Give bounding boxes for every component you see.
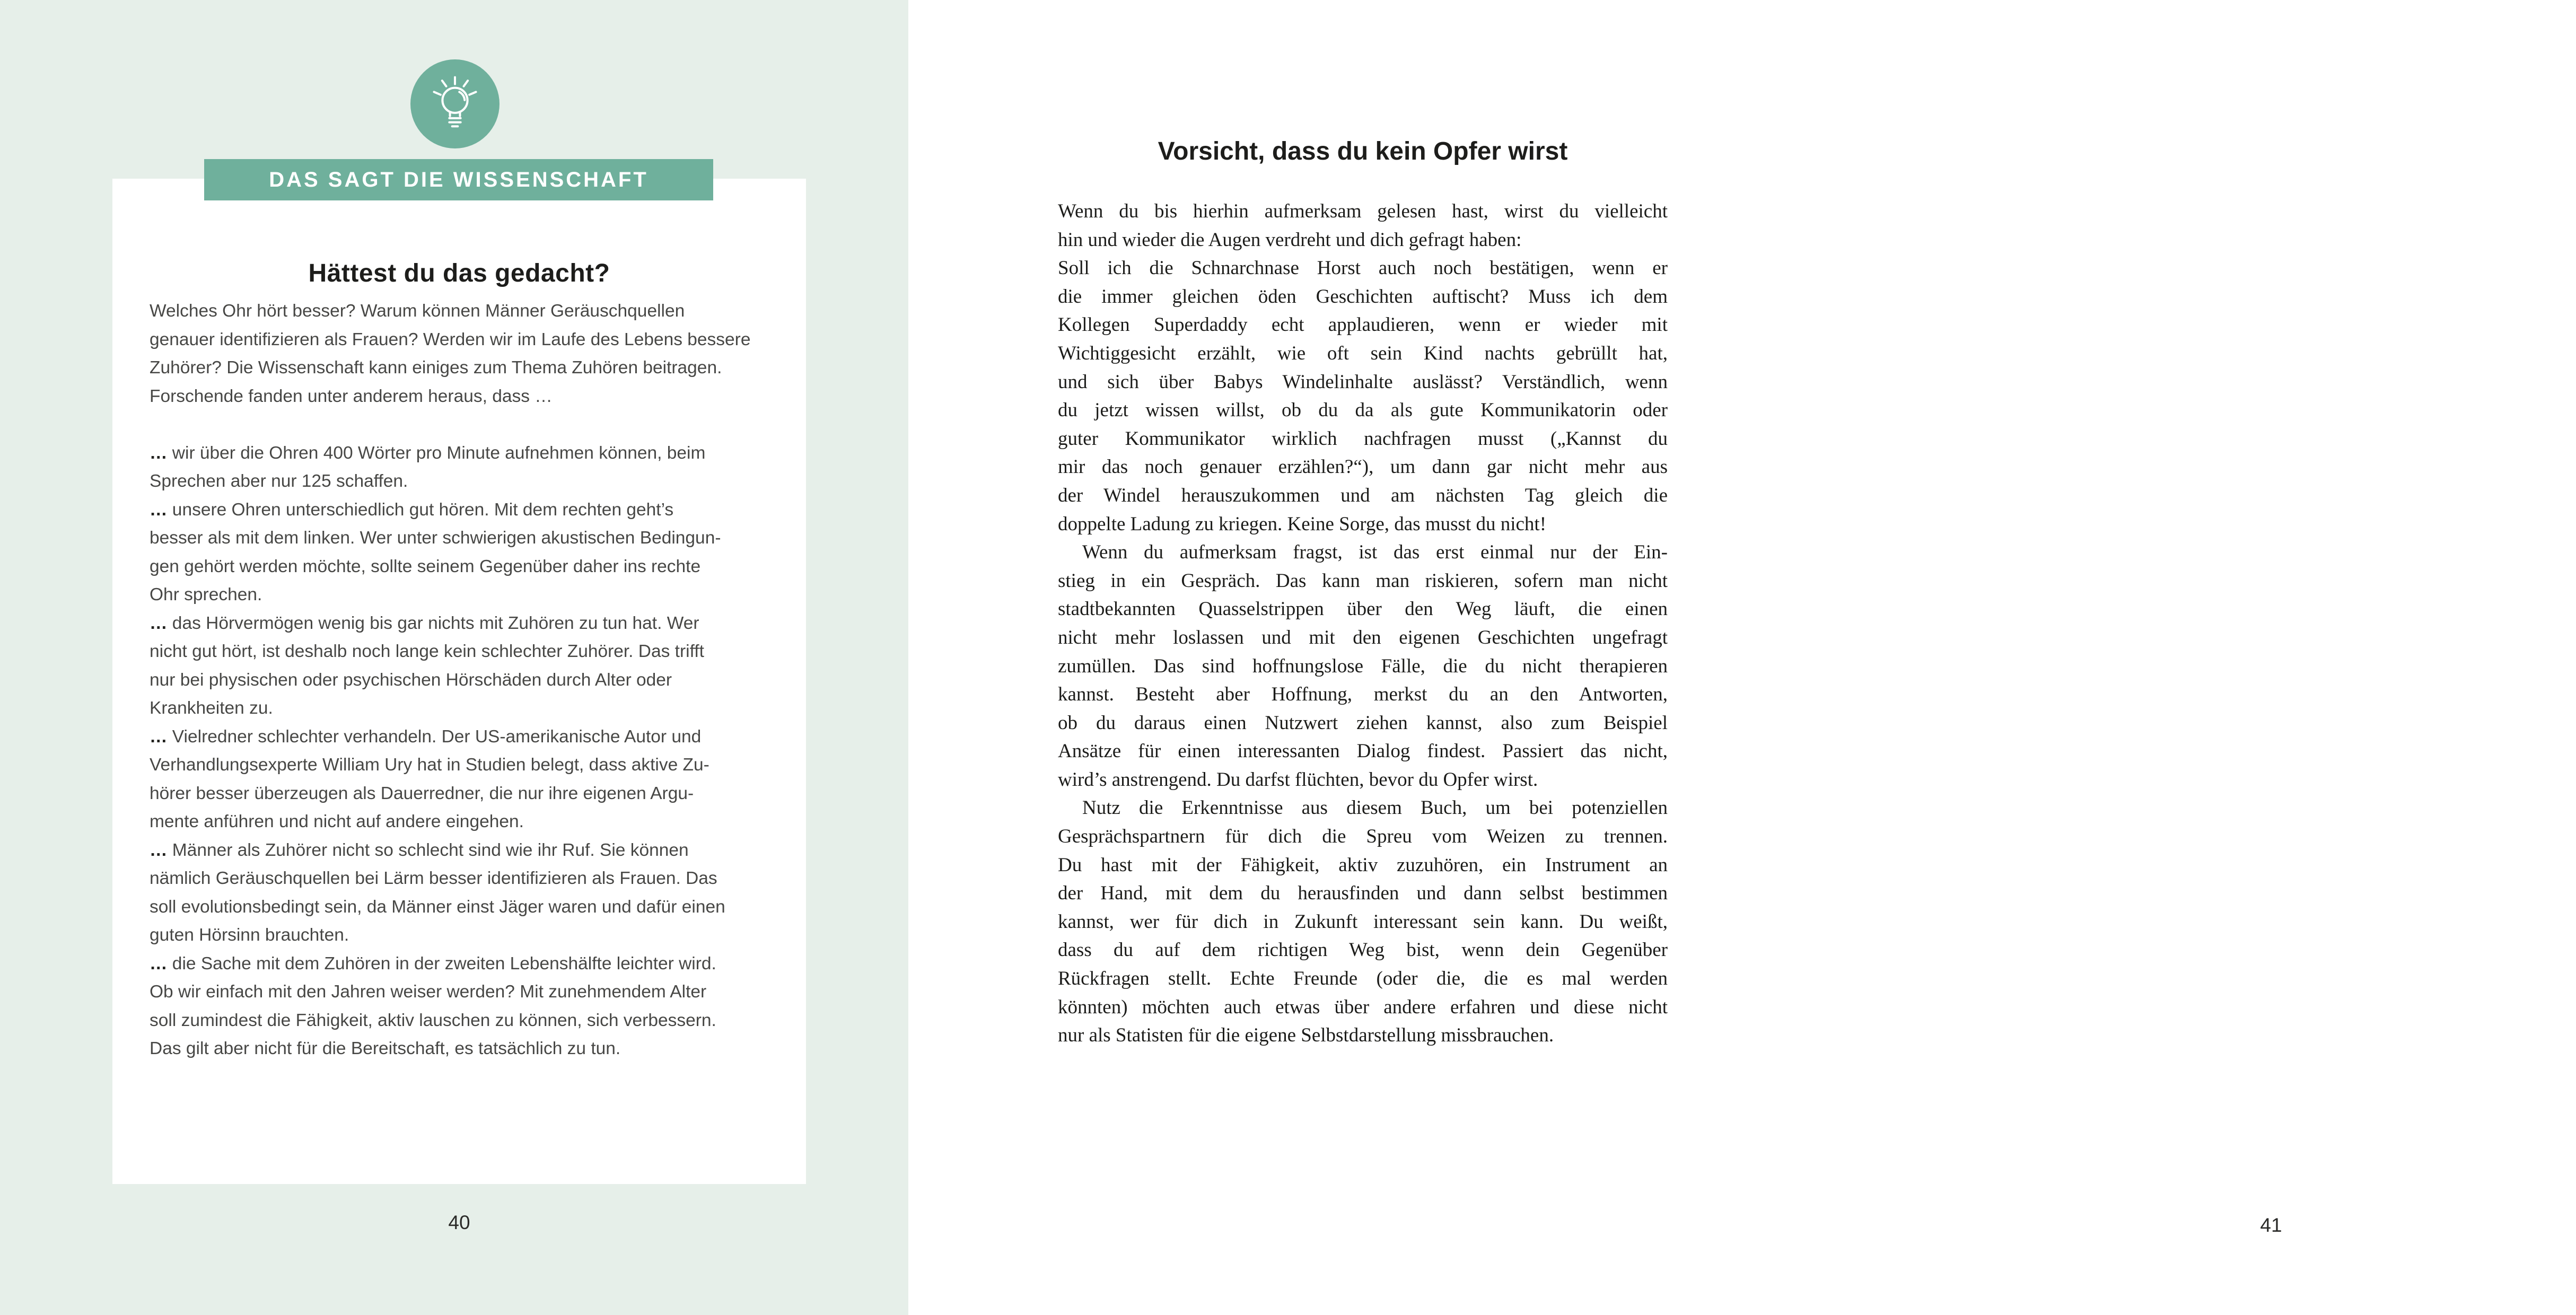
paragraph xyxy=(1058,197,1668,538)
left-page-heading: Hättest du das gedacht? xyxy=(308,259,610,287)
text-line: hörer besser überzeugen als Dauerredner, die nur ihre eigenen Argu- xyxy=(150,783,694,803)
text-line: … unsere Ohren unterschiedlich gut hören. Mit dem rechten geht’s xyxy=(150,499,674,520)
paragraph xyxy=(150,439,766,496)
text-line: soll zumindest die Fähigkeit, aktiv lauschen zu können, sich verbessern. xyxy=(150,1010,716,1030)
text-line: Das gilt aber nicht für die Bereitschaft, es tatsächlich zu tun. xyxy=(150,1039,621,1058)
text-line: Ansätze für einen interessanten Dialog findest. Passiert das nicht, xyxy=(1058,740,1668,762)
paragraph xyxy=(150,950,766,1063)
text-line: doppelte Ladung zu kriegen. Keine Sorge, das musst du nicht! xyxy=(1058,513,1547,535)
text-line: nur als Statisten für die eigene Selbstdarstellung missbrauchen. xyxy=(1058,1024,1554,1047)
text-line: nicht mehr loslassen und mit den eigenen Geschichten ungefragt xyxy=(1058,626,1668,648)
text-line: Nutz die Erkenntnisse aus diesem Buch, um bei potenziellen xyxy=(1082,797,1668,819)
text-line: der Hand, mit dem du herausfinden und dann selbst bestimmen xyxy=(1058,882,1668,905)
text-line: guter Kommunikator wirklich nachfragen musst („Kannst du xyxy=(1058,427,1668,450)
bullet-ellipsis: … xyxy=(150,726,168,747)
text-line: Forschende fanden unter anderem heraus, dass … xyxy=(150,386,553,406)
paragraph xyxy=(150,609,766,723)
paragraph xyxy=(1058,538,1668,794)
paragraph xyxy=(150,836,766,950)
paragraph xyxy=(150,496,766,609)
text-line: Ohr sprechen. xyxy=(150,585,262,604)
text-line: ob du daraus einen Nutzwert ziehen kannst, also zum Beispiel xyxy=(1058,712,1668,734)
text-line: mir das noch genauer erzählen?“), um dann gar nicht mehr aus xyxy=(1058,456,1668,478)
text-line: genauer identifizieren als Frauen? Werden wir im Laufe des Lebens bessere xyxy=(150,329,751,349)
section-banner xyxy=(204,159,713,200)
text-line: der Windel herauszukommen und am nächsten Tag gleich die xyxy=(1058,484,1668,506)
page-number-left: 40 xyxy=(448,1212,470,1233)
text-line: … Männer als Zuhörer nicht so schlecht sind wie ihr Ruf. Sie können xyxy=(150,840,689,860)
text-line: nämlich Geräuschquellen bei Lärm besser identifizieren als Frauen. Das xyxy=(150,869,717,888)
text-line: … das Hörvermögen wenig bis gar nichts mit Zuhören zu tun hat. Wer xyxy=(150,613,699,633)
text-line: Gesprächspartnern für dich die Spreu vom Weizen zu trennen. xyxy=(1058,826,1668,848)
text-line: soll evolutionsbedingt sein, da Männer einst Jäger waren und dafür einen xyxy=(150,897,725,917)
text-line: Rückfragen stellt. Echte Freunde (oder die, die es mal werden xyxy=(1058,968,1668,990)
text-line: mente anführen und nicht auf andere eingehen. xyxy=(150,812,524,831)
paragraph xyxy=(150,723,766,836)
left-page-body xyxy=(150,297,766,1063)
text-line: Verhandlungsexperte William Ury hat in Studien belegt, dass aktive Zu- xyxy=(150,755,709,775)
text-line: und sich über Babys Windelinhalte auslässt? Verständlich, wenn xyxy=(1058,371,1668,393)
left-book-page xyxy=(0,0,908,1315)
text-line: Sprechen aber nur 125 schaffen. xyxy=(150,471,408,491)
bullet-ellipsis: … xyxy=(150,499,168,520)
text-line: nur bei physischen oder psychischen Hörschäden durch Alter oder xyxy=(150,670,672,690)
text-line: du jetzt wissen willst, ob du da als gute Kommunikatorin oder xyxy=(1058,399,1668,422)
text-line: Zuhörer? Die Wissenschaft kann einiges zum Thema Zuhören beitragen. xyxy=(150,358,722,378)
science-badge xyxy=(410,59,500,148)
page-number-right: 41 xyxy=(2260,1214,2282,1236)
text-line: stadtbekannten Quasselstrippen über den Weg läuft, die einen xyxy=(1058,598,1668,620)
text-line: dass du auf dem richtigen Weg bist, wenn dein Gegenüber xyxy=(1058,939,1668,961)
text-line: Welches Ohr hört besser? Warum können Männer Geräuschquellen xyxy=(150,301,685,321)
lightbulb-icon xyxy=(424,72,486,137)
text-line: … Vielredner schlechter verhandeln. Der US-amerikanische Autor und xyxy=(150,726,702,747)
bullet-ellipsis: … xyxy=(150,443,168,463)
text-line: Wenn du aufmerksam fragst, ist das erst einmal nur der Ein- xyxy=(1082,541,1668,564)
right-page-heading: Vorsicht, dass du kein Opfer wirst xyxy=(1158,137,1568,165)
section-banner-label: DAS SAGT DIE WISSENSCHAFT xyxy=(269,168,649,191)
text-line: … die Sache mit dem Zuhören in der zweiten Lebenshälfte leichter wird. xyxy=(150,953,716,974)
text-line: zumüllen. Das sind hoffnungslose Fälle, die du nicht therapieren xyxy=(1058,655,1668,677)
text-line: hin und wieder die Augen verdreht und dich gefragt haben: xyxy=(1058,229,1522,251)
right-page-body xyxy=(1058,197,1668,1050)
text-line: wird’s anstrengend. Du darfst flüchten, bevor du Opfer wirst. xyxy=(1058,768,1538,791)
text-line: Ob wir einfach mit den Jahren weiser werden? Mit zunehmendem Alter xyxy=(150,982,707,1002)
bullet-ellipsis: … xyxy=(150,953,168,974)
text-line: die immer gleichen öden Geschichten auftischt? Muss ich dem xyxy=(1058,285,1668,308)
text-line: Wenn du bis hierhin aufmerksam gelesen hast, wirst du vielleicht xyxy=(1058,200,1668,222)
text-line: könnten) möchten auch etwas über andere erfahren und diese nicht xyxy=(1058,996,1668,1018)
text-line: gen gehört werden möchte, sollte seinem Gegenüber daher ins rechte xyxy=(150,556,701,576)
text-line: Kollegen Superdaddy echt applaudieren, wenn er wieder mit xyxy=(1058,314,1668,336)
text-line: Krankheiten zu. xyxy=(150,698,273,718)
text-line: Du hast mit der Fähigkeit, aktiv zuzuhören, ein Instrument an xyxy=(1058,854,1668,876)
paragraph xyxy=(150,297,766,410)
text-line: … wir über die Ohren 400 Wörter pro Minute aufnehmen können, beim xyxy=(150,443,706,463)
text-line: kannst. Besteht aber Hoffnung, merkst du an den Antworten, xyxy=(1058,683,1668,706)
text-line: besser als mit dem linken. Wer unter schwierigen akustischen Bedingun- xyxy=(150,528,721,548)
paragraph xyxy=(1058,794,1668,1049)
text-line: nicht gut hört, ist deshalb noch lange kein schlechter Zuhörer. Das trifft xyxy=(150,642,704,661)
text-line: guten Hörsinn brauchten. xyxy=(150,925,349,945)
text-line: Wichtiggesicht erzählt, wie oft sein Kind nachts gebrüllt hat, xyxy=(1058,342,1668,364)
text-line: Soll ich die Schnarchnase Horst auch noch bestätigen, wenn er xyxy=(1058,257,1668,279)
right-book-page xyxy=(908,0,2282,1315)
text-line: stieg in ein Gespräch. Das kann man riskieren, sofern man nicht xyxy=(1058,569,1668,592)
text-line: kannst, wer für dich in Zukunft interessant sein kann. Du weißt, xyxy=(1058,910,1668,933)
bullet-ellipsis: … xyxy=(150,613,168,633)
bullet-ellipsis: … xyxy=(150,840,168,860)
